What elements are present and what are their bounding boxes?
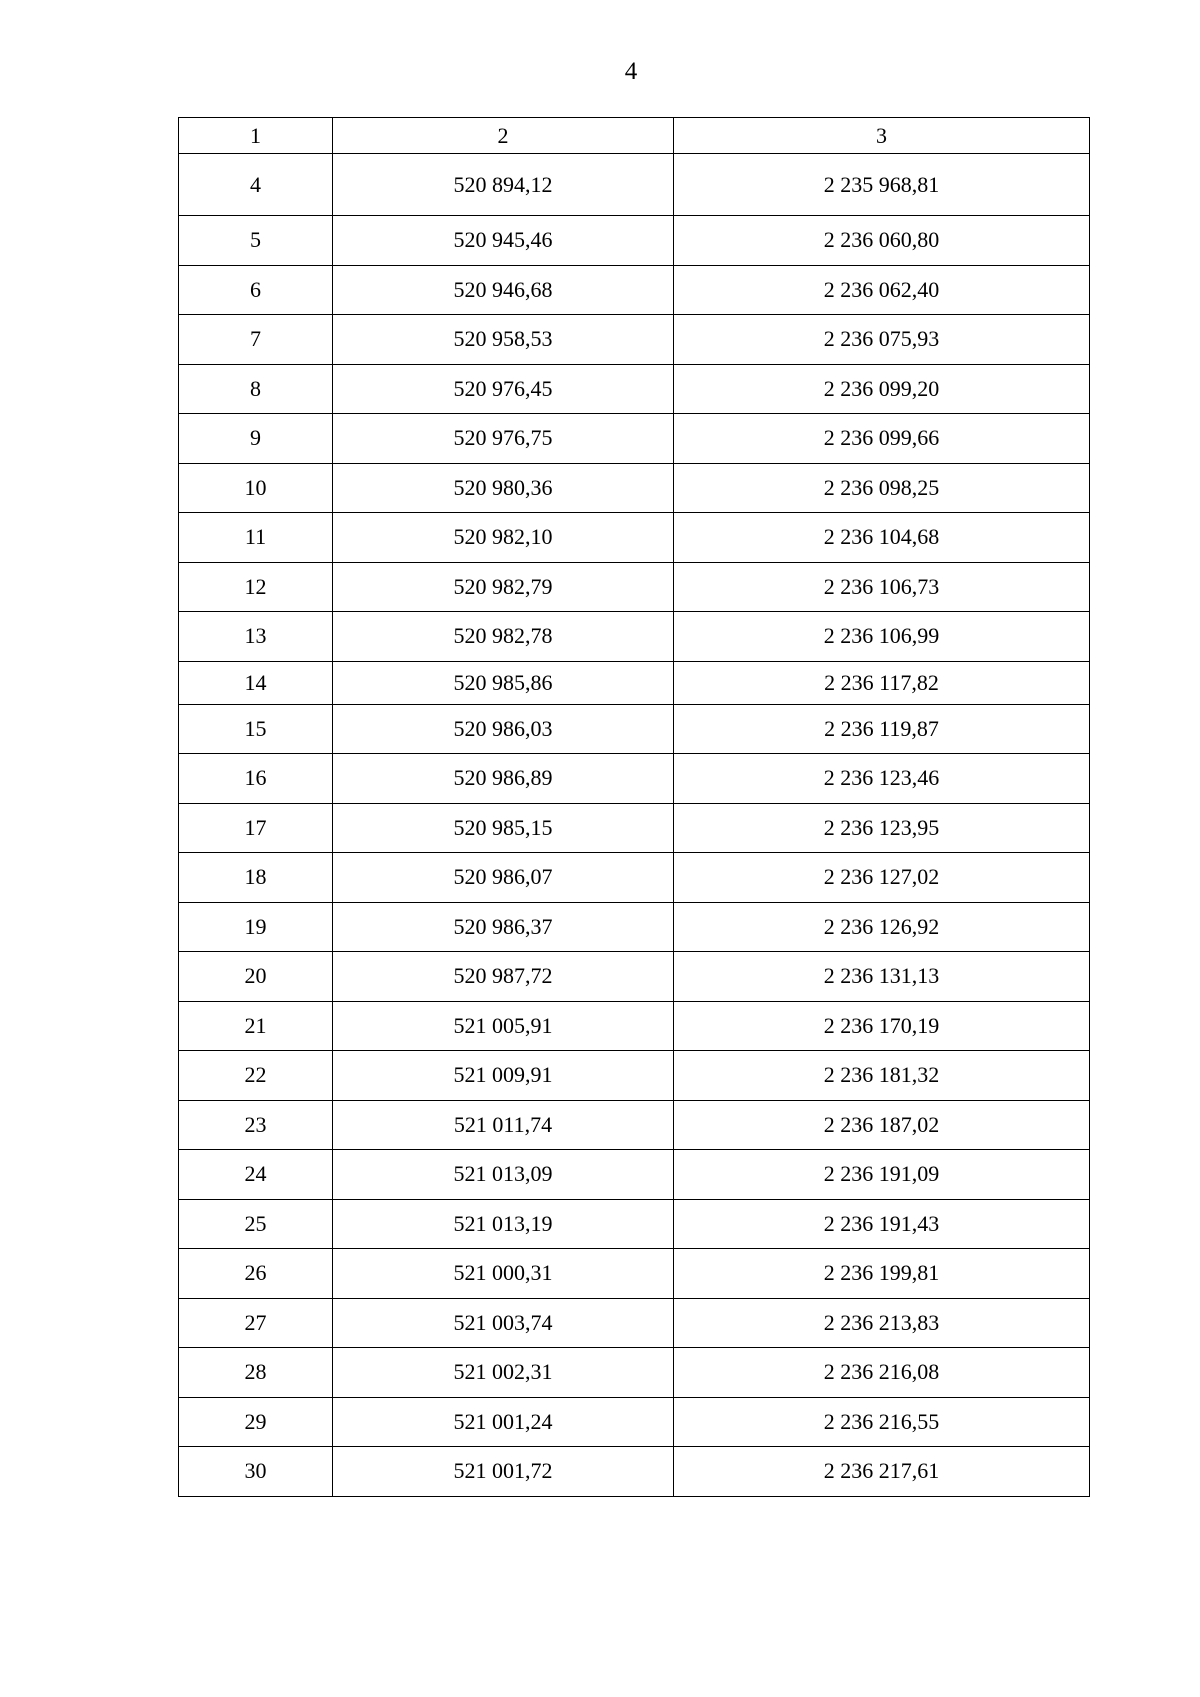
table-row [179, 216, 1090, 266]
y-coordinate-cell: 2 236 170,19 [674, 1001, 1090, 1051]
table-row [179, 1001, 1090, 1051]
y-coordinate-cell: 2 236 126,92 [674, 902, 1090, 952]
point-number-cell: 20 [179, 952, 333, 1002]
x-coordinate-cell: 520 958,53 [333, 315, 674, 365]
table-row [179, 414, 1090, 464]
y-coordinate-cell: 2 236 117,82 [674, 661, 1090, 704]
point-number-cell: 23 [179, 1100, 333, 1150]
point-number-cell: 14 [179, 661, 333, 704]
x-coordinate-cell: 521 001,72 [333, 1447, 674, 1497]
y-coordinate-cell: 2 236 213,83 [674, 1298, 1090, 1348]
point-number-cell: 30 [179, 1447, 333, 1497]
y-coordinate-cell: 2 236 106,99 [674, 612, 1090, 662]
point-number-cell: 10 [179, 463, 333, 513]
point-number-cell: 24 [179, 1150, 333, 1200]
table-header-row [179, 118, 1090, 154]
x-coordinate-cell: 521 005,91 [333, 1001, 674, 1051]
x-coordinate-cell: 520 986,03 [333, 704, 674, 754]
column-header: 1 [179, 118, 333, 154]
point-number-cell: 18 [179, 853, 333, 903]
x-coordinate-cell: 521 000,31 [333, 1249, 674, 1299]
point-number-cell: 28 [179, 1348, 333, 1398]
y-coordinate-cell: 2 236 119,87 [674, 704, 1090, 754]
point-number-cell: 25 [179, 1199, 333, 1249]
x-coordinate-cell: 521 003,74 [333, 1298, 674, 1348]
y-coordinate-cell: 2 236 106,73 [674, 562, 1090, 612]
point-number-cell: 17 [179, 803, 333, 853]
y-coordinate-cell: 2 236 216,55 [674, 1397, 1090, 1447]
x-coordinate-cell: 521 013,19 [333, 1199, 674, 1249]
point-number-cell: 22 [179, 1051, 333, 1101]
y-coordinate-cell: 2 236 099,20 [674, 364, 1090, 414]
point-number-cell: 8 [179, 364, 333, 414]
table-row [179, 902, 1090, 952]
point-number-cell: 11 [179, 513, 333, 563]
y-coordinate-cell: 2 236 062,40 [674, 265, 1090, 315]
y-coordinate-cell: 2 236 191,09 [674, 1150, 1090, 1200]
x-coordinate-cell: 521 009,91 [333, 1051, 674, 1101]
y-coordinate-cell: 2 236 191,43 [674, 1199, 1090, 1249]
table-row [179, 952, 1090, 1002]
point-number-cell: 29 [179, 1397, 333, 1447]
point-number-cell: 12 [179, 562, 333, 612]
table-row [179, 1447, 1090, 1497]
point-number-cell: 19 [179, 902, 333, 952]
point-number-cell: 21 [179, 1001, 333, 1051]
table-row [179, 1150, 1090, 1200]
point-number-cell: 7 [179, 315, 333, 365]
x-coordinate-cell: 520 982,79 [333, 562, 674, 612]
table-row [179, 1199, 1090, 1249]
point-number-cell: 6 [179, 265, 333, 315]
y-coordinate-cell: 2 236 099,66 [674, 414, 1090, 464]
point-number-cell: 9 [179, 414, 333, 464]
x-coordinate-cell: 520 945,46 [333, 216, 674, 266]
x-coordinate-cell: 520 986,37 [333, 902, 674, 952]
table-row [179, 1348, 1090, 1398]
x-coordinate-cell: 521 002,31 [333, 1348, 674, 1398]
table-row [179, 364, 1090, 414]
x-coordinate-cell: 520 985,15 [333, 803, 674, 853]
x-coordinate-cell: 520 985,86 [333, 661, 674, 704]
x-coordinate-cell: 520 987,72 [333, 952, 674, 1002]
x-coordinate-cell: 520 894,12 [333, 154, 674, 216]
x-coordinate-cell: 520 976,45 [333, 364, 674, 414]
y-coordinate-cell: 2 236 123,46 [674, 754, 1090, 804]
column-header: 2 [333, 118, 674, 154]
table-row [179, 803, 1090, 853]
x-coordinate-cell: 520 976,75 [333, 414, 674, 464]
y-coordinate-cell: 2 235 968,81 [674, 154, 1090, 216]
table-row [179, 853, 1090, 903]
table-row [179, 463, 1090, 513]
y-coordinate-cell: 2 236 075,93 [674, 315, 1090, 365]
x-coordinate-cell: 520 986,07 [333, 853, 674, 903]
x-coordinate-cell: 520 980,36 [333, 463, 674, 513]
x-coordinate-cell: 520 986,89 [333, 754, 674, 804]
y-coordinate-cell: 2 236 131,13 [674, 952, 1090, 1002]
table-row [179, 754, 1090, 804]
point-number-cell: 26 [179, 1249, 333, 1299]
table-row [179, 1397, 1090, 1447]
column-header: 3 [674, 118, 1090, 154]
point-number-cell: 15 [179, 704, 333, 754]
y-coordinate-cell: 2 236 216,08 [674, 1348, 1090, 1398]
point-number-cell: 27 [179, 1298, 333, 1348]
coordinates-table [178, 117, 1090, 1497]
y-coordinate-cell: 2 236 060,80 [674, 216, 1090, 266]
y-coordinate-cell: 2 236 187,02 [674, 1100, 1090, 1150]
point-number-cell: 4 [179, 154, 333, 216]
y-coordinate-cell: 2 236 127,02 [674, 853, 1090, 903]
y-coordinate-cell: 2 236 123,95 [674, 803, 1090, 853]
table-row [179, 315, 1090, 365]
table-row [179, 154, 1090, 216]
y-coordinate-cell: 2 236 098,25 [674, 463, 1090, 513]
table-row [179, 612, 1090, 662]
x-coordinate-cell: 521 001,24 [333, 1397, 674, 1447]
x-coordinate-cell: 520 982,10 [333, 513, 674, 563]
table-row [179, 265, 1090, 315]
x-coordinate-cell: 521 013,09 [333, 1150, 674, 1200]
x-coordinate-cell: 520 946,68 [333, 265, 674, 315]
table-row [179, 513, 1090, 563]
table-row [179, 661, 1090, 704]
y-coordinate-cell: 2 236 104,68 [674, 513, 1090, 563]
point-number-cell: 5 [179, 216, 333, 266]
point-number-cell: 13 [179, 612, 333, 662]
table-row [179, 1249, 1090, 1299]
y-coordinate-cell: 2 236 199,81 [674, 1249, 1090, 1299]
table-row [179, 562, 1090, 612]
x-coordinate-cell: 520 982,78 [333, 612, 674, 662]
x-coordinate-cell: 521 011,74 [333, 1100, 674, 1150]
page-number: 4 [624, 58, 638, 85]
y-coordinate-cell: 2 236 181,32 [674, 1051, 1090, 1101]
table-row [179, 1298, 1090, 1348]
table-row [179, 704, 1090, 754]
table-row [179, 1051, 1090, 1101]
point-number-cell: 16 [179, 754, 333, 804]
table-row [179, 1100, 1090, 1150]
y-coordinate-cell: 2 236 217,61 [674, 1447, 1090, 1497]
